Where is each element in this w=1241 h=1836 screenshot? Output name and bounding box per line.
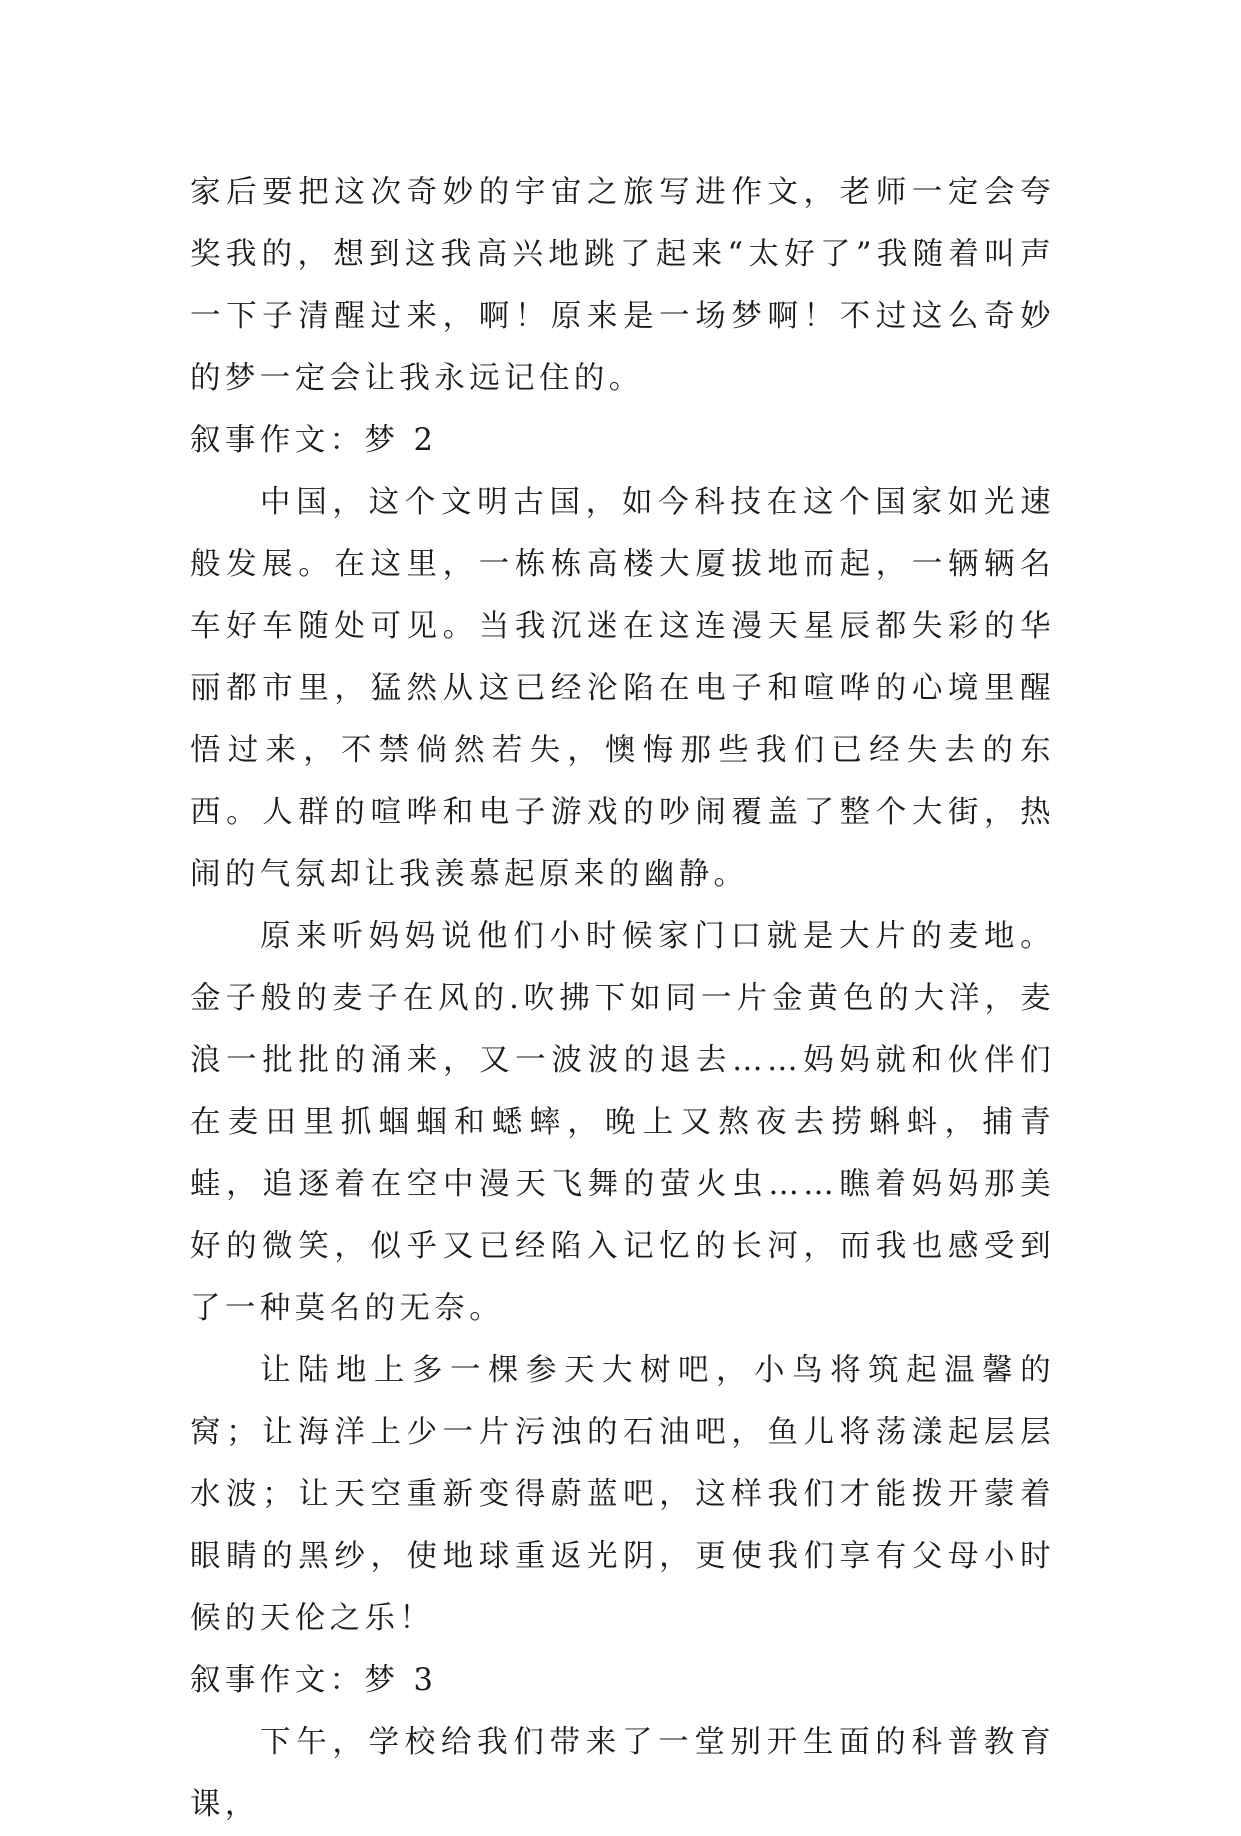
paragraph-china: 中国，这个文明古国，如今科技在这个国家如光速般发展。在这里，一栋栋高楼大厦拔地而起，一辆辆名车好车随处可见。当我沉迷在这连漫天星辰都失彩的华丽都市里，猛然从这已经沦陷在电子和喧哗的心境里醒悟过来，不禁倘然若失，懊悔那些我们已经失去的东西。人群的喧哗和电子游戏的吵闹覆盖了整个大街，热闹的气氛却让我羡慕起原来的幽静。 [190, 485, 1055, 892]
paragraph-continuation: 家后要把这次奇妙的宇宙之旅写进作文，老师一定会夸奖我的，想到这我高兴地跳了起来“太好了”我随着叫声一下子清醒过来，啊！原来是一场梦啊！不过这么奇妙的梦一定会让我永远记住的。 [190, 175, 1055, 396]
document-body [190, 162, 1055, 1836]
paragraph-science-class: 下午，学校给我们带来了一堂别开生面的科普教育课， [190, 1725, 1055, 1822]
section-heading-dream-2: 叙事作文：梦 2 [190, 423, 438, 458]
paragraph-wheat-field: 原来听妈妈说他们小时候家门口就是大片的麦地。金子般的麦子在风的.吹拂下如同一片金黄色的大洋，麦浪一批批的涌来，又一波波的退去……妈妈就和伙伴们在麦田里抓蝈蝈和蟋蟀，晚上又熬夜去捞蝌蚪，捕青蛙，追逐着在空中漫天飞舞的萤火虫……瞧着妈妈那美好的微笑，似乎又已经陷入记忆的长河，而我也感受到了一种莫名的无奈。 [190, 919, 1055, 1326]
section-heading-dream-3: 叙事作文：梦 3 [190, 1663, 438, 1698]
paragraph-nature-wish: 让陆地上多一棵参天大树吧，小鸟将筑起温馨的窝；让海洋上少一片污浊的石油吧，鱼儿将荡漾起层层水波；让天空重新变得蔚蓝吧，这样我们才能拨开蒙着眼睛的黑纱，使地球重返光阴，更使我们享有父母小时候的天伦之乐！ [190, 1353, 1055, 1636]
